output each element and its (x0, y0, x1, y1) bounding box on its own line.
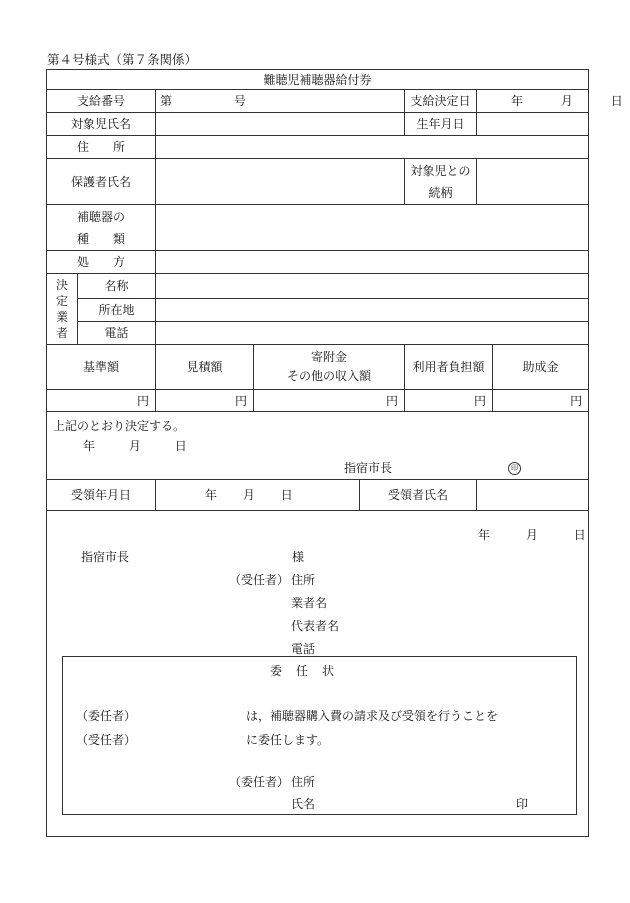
day-label: 日 (573, 528, 586, 542)
decision-block (47, 412, 589, 480)
label-guardian-name: 保護者氏名 (47, 159, 156, 205)
month-label: 月 (128, 439, 141, 453)
label-receipt-date: 受領年月日 (47, 480, 156, 511)
delegation-text-line1: は，補聴器購入費の請求及び受領を行うことを (246, 709, 499, 723)
agent-address-label: 住所 (291, 573, 316, 587)
voucher-table (46, 69, 623, 511)
mayor-signature: 指宿市長 (344, 461, 393, 475)
birthdate-field[interactable] (477, 113, 589, 136)
addressee-mayor: 指宿市長 (81, 550, 130, 564)
hearing-aid-line2: 種 類 (76, 231, 125, 246)
year-label: 年 (83, 439, 96, 453)
label-decision-date: 支給決定日 (405, 90, 477, 113)
donation-line2: その他の収入額 (286, 369, 371, 383)
day-label: 日 (280, 488, 293, 502)
form-number: 第４号様式（第７条関係） (47, 52, 198, 67)
vendor-char-2: 定 (55, 294, 68, 308)
standard-amount-field[interactable]: 円 (47, 390, 156, 412)
label-payment-number: 支給番号 (47, 90, 156, 113)
label-recipient-name: 受領者氏名 (360, 480, 477, 511)
agent-representative-label: 代表者名 (291, 619, 340, 633)
month-label: 月 (525, 528, 538, 542)
relationship-line1: 対象児との (410, 163, 471, 178)
label-vendor-name: 名称 (78, 274, 156, 299)
vendor-char-1: 決 (55, 278, 68, 292)
power-of-attorney-title: 委 任 状 (270, 664, 336, 678)
estimate-amount-field[interactable]: 円 (156, 390, 254, 412)
hearing-aid-type-field[interactable] (156, 205, 589, 251)
label-vendor-phone: 電話 (78, 322, 156, 345)
mandator-address-label: 住所 (291, 775, 316, 789)
header-estimate-amount: 見積額 (156, 345, 254, 390)
donation-line1: 寄附金 (310, 350, 347, 364)
label-birthdate: 生年月日 (405, 113, 477, 136)
relationship-line2: 続柄 (428, 185, 453, 200)
subsidy-field[interactable]: 円 (493, 390, 589, 412)
label-child-name: 対象児氏名 (47, 113, 156, 136)
vendor-char-4: 者 (55, 326, 68, 340)
guardian-name-field[interactable] (156, 159, 405, 205)
child-name-field[interactable] (156, 113, 405, 136)
label-designated-vendor (47, 274, 78, 345)
label-address: 住 所 (47, 136, 156, 159)
label-hearing-aid-type (47, 205, 156, 251)
decision-date-field[interactable] (477, 90, 623, 113)
agent-phone-label: 電話 (291, 642, 316, 656)
mandator-label: （委任者） (76, 709, 137, 723)
seal-icon: 印 (508, 460, 521, 476)
header-subsidy: 助成金 (493, 345, 589, 390)
payment-number-field[interactable] (156, 90, 405, 113)
number-suffix: 号 (233, 94, 246, 108)
agent-label: （受任者） (229, 573, 290, 587)
agent-company-label: 業者名 (291, 596, 328, 610)
voucher-title: 難聴児補聴器給付券 (47, 70, 589, 90)
decision-text: 上記のとおり決定する。 (53, 419, 186, 433)
vendor-address-field[interactable] (156, 299, 589, 322)
delegation-text-line2: に委任します。 (246, 733, 330, 747)
header-donation-other-income (254, 345, 405, 390)
mandator-seal-mark: 印 (516, 797, 529, 811)
year-label: 年 (511, 94, 524, 108)
day-label: 日 (610, 94, 623, 108)
mandator-name-label: 氏名 (291, 797, 316, 811)
decision-date (83, 438, 187, 454)
label-prescription: 処 方 (47, 251, 156, 274)
header-standard-amount: 基準額 (47, 345, 156, 390)
hearing-aid-line1: 補聴器の (76, 209, 125, 224)
header-user-burden: 利用者負担額 (405, 345, 493, 390)
label-relationship (405, 159, 477, 205)
honorific-sama: 様 (292, 550, 305, 564)
vendor-name-field[interactable] (156, 274, 589, 299)
request-date (478, 526, 586, 543)
address-field[interactable] (156, 136, 589, 159)
vendor-char-3: 業 (55, 310, 68, 324)
user-burden-field[interactable]: 円 (405, 390, 493, 412)
year-label: 年 (478, 528, 491, 542)
label-vendor-address: 所在地 (78, 299, 156, 322)
year-label: 年 (205, 488, 218, 502)
agent-label-2: （受任者） (76, 733, 137, 747)
vendor-phone-field[interactable] (156, 322, 589, 345)
donation-amount-field[interactable]: 円 (254, 390, 405, 412)
month-label: 月 (560, 94, 573, 108)
prescription-field[interactable] (156, 251, 589, 274)
number-prefix: 第 (160, 94, 173, 108)
mandator-label-2: （委任者） (229, 775, 290, 789)
day-label: 日 (174, 439, 187, 453)
month-label: 月 (242, 488, 255, 502)
relationship-field[interactable] (477, 159, 589, 205)
